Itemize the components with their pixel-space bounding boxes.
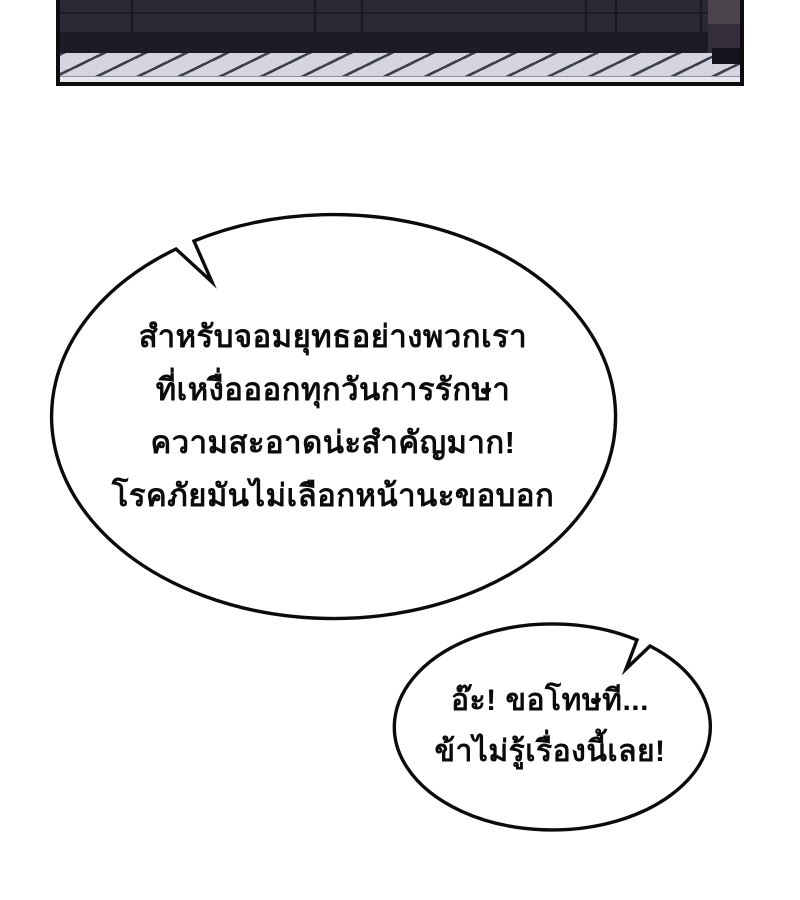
- speech-line: ข้าไม่รู้เรื่องนี้เลย!: [434, 735, 666, 768]
- speech-line: สำหรับจอมยุทธอย่างพวกเรา: [138, 319, 528, 354]
- speech-line: ความสะอาดน่ะสำคัญมาก!: [150, 425, 516, 460]
- speech-line: ที่เหงื่อออกทุกวันการรักษา: [155, 372, 511, 407]
- speech-line: โรคภัยมันไม่เลือกหน้านะขอบอก: [111, 478, 555, 513]
- speech-text-small: [400, 675, 700, 777]
- speech-text-large: [83, 310, 583, 522]
- speech-line: อ๊ะ! ขอโทษที...: [451, 684, 649, 717]
